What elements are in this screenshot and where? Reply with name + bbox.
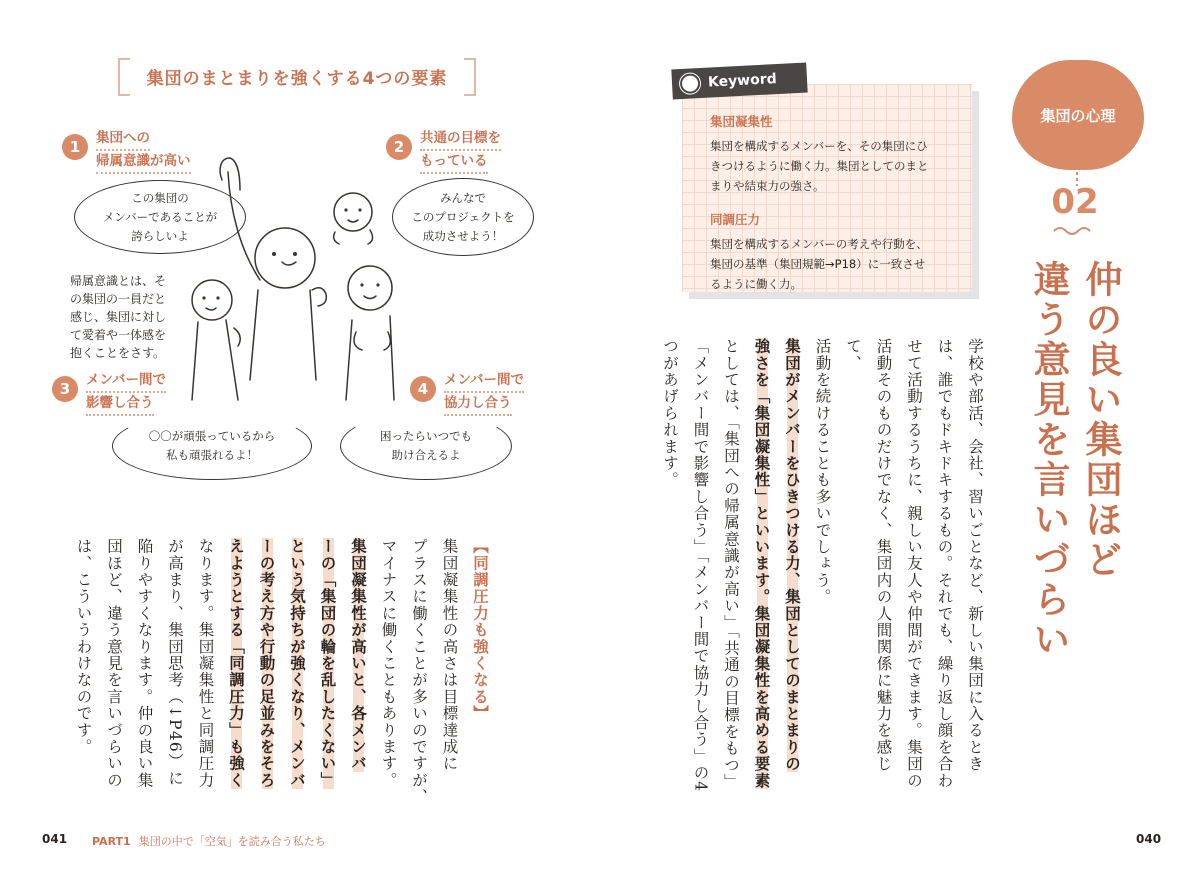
- right-line-10: つがあげられます。: [661, 338, 679, 489]
- figure-title: 集団のまとまりを強くする4つの要素: [118, 58, 476, 94]
- right-line-7: 強さを「集団凝集性」といいます。集団凝集性を高める要素: [752, 338, 771, 789]
- section-number: 02: [1051, 182, 1099, 222]
- belonging-note: [70, 272, 182, 362]
- keyword-2-line3: るように働く力。: [710, 277, 802, 291]
- bubble-3-line1: 〇〇が頑張っているから: [148, 429, 276, 443]
- element-4-label-line1: メンバー間で: [444, 370, 524, 393]
- keyword-term-2: 同調圧力: [710, 212, 761, 227]
- keyword-1-line2: きつけるように働く力。集団としてのまと: [710, 159, 929, 173]
- left-subheading: 【同調圧力も強くなる】: [471, 538, 489, 722]
- note-line3: 感じ、集団に対し: [70, 310, 167, 324]
- left-line-6: という気持ちが強くなり、メンバ: [288, 538, 306, 789]
- element-2-label-line2: もっている: [420, 151, 488, 174]
- element-2-label-line1: 共通の目標を: [420, 128, 501, 151]
- left-line-12: 団ほど、違う意見を言いづらいの: [105, 538, 123, 789]
- bubble-2-line1: みんなで: [440, 190, 486, 205]
- element-2-number: 2: [386, 134, 412, 160]
- wave-ornament: [1052, 226, 1098, 236]
- left-line-10: が高まり、集団思考（↓P46）に: [166, 538, 184, 787]
- right-line-5: 活動を続けることも多いでしょう。: [813, 338, 832, 606]
- element-2-speech-bubble: [392, 178, 534, 256]
- element-3-number: 3: [52, 376, 78, 402]
- bubble-1-line3: 誇らしいよ: [131, 228, 189, 243]
- element-3-label-line2: 影響し合う: [86, 393, 154, 416]
- keyword-1-line3: まりや結束力の強さ。: [710, 179, 825, 193]
- left-line-9: なります。集団凝集性と同調圧力: [196, 538, 215, 789]
- right-line-2: は、誰でもドキドキするもの。それでも、繰り返し顔を合わ: [935, 338, 954, 789]
- left-line-8: えようとする「同調圧力」も強く: [227, 538, 245, 789]
- bubble-3-line2: 私も頑張れるよ！: [166, 448, 258, 462]
- title-line1: 仲の良い集団ほど: [1079, 260, 1122, 580]
- left-body-text: [35, 538, 495, 828]
- page-title: [1022, 260, 1126, 700]
- element-1-number: 1: [62, 134, 88, 160]
- bubble-4-line1: 困ったらいつでも: [380, 429, 472, 443]
- left-line-11: 陥りやすくなります。仲の良い集: [135, 538, 154, 789]
- right-line-4: 活動そのものだけでなく、集団内の人間関係に魅力を感じて、: [844, 338, 893, 773]
- element-3-speech-bubble: [112, 412, 312, 480]
- note-line4: て愛着や一体感を: [70, 328, 167, 342]
- element-3-label: [86, 370, 166, 416]
- category-badge: 集団の心理: [1012, 60, 1144, 170]
- left-line-4: 集団凝集性が高いと、各メンバ: [349, 538, 367, 772]
- bubble-4-line2: 助け合えるよ: [391, 448, 461, 462]
- title-line2: 違う意見を言いづらい: [1027, 260, 1070, 660]
- right-line-1: 学校や部活、会社、習いごとなど、新しい集団に入るとき: [966, 338, 984, 773]
- running-title: 集団の中で「空気」を読み合う私たち: [138, 835, 326, 848]
- note-line5: 抱くことをさす。: [70, 346, 166, 360]
- element-2-label: [420, 128, 501, 174]
- element-1-label: [96, 128, 191, 174]
- keyword-1-line1: 集団を構成するメンバーを、その集団にひ: [710, 139, 928, 153]
- element-3-label-line1: メンバー間で: [86, 370, 166, 393]
- right-body-text: [660, 338, 990, 798]
- element-1-label-line1: 集団への: [96, 128, 150, 151]
- keyword-2-line1: 集団を構成するメンバーの考えや行動を、: [710, 237, 928, 251]
- page-number-right: 040: [1136, 832, 1162, 846]
- right-line-3: せて活動するうちに、親しい友人や仲間ができます。集団の: [905, 338, 923, 789]
- left-line-7: ーの考え方や行動の足並みをそろ: [257, 538, 276, 789]
- bubble-1-line1: この集団の: [131, 190, 189, 205]
- keyword-desc-1: [710, 136, 960, 196]
- element-4-speech-bubble: [340, 412, 512, 480]
- left-line-1: 集団凝集性の高さは目標達成に: [440, 538, 459, 772]
- keyword-tab-label: Keyword: [707, 71, 778, 91]
- key-icon: [680, 73, 701, 94]
- bubble-2-line2: このプロジェクトを: [411, 209, 515, 224]
- left-line-3: マイナスに働くこともあります。: [379, 538, 398, 789]
- right-line-9: 「メンバー間で影響し合う」「メンバー間で協力し合う」の4: [691, 338, 710, 793]
- keyword-card: [682, 84, 972, 292]
- keyword-desc-2: [710, 234, 960, 294]
- page-number-left: 041: [42, 832, 68, 846]
- left-line-2: プラスに働くことが多いのですが、: [410, 538, 428, 806]
- left-line-13: は、こういうわけなのです。: [74, 538, 93, 756]
- bubble-1-line2: メンバーであることが: [102, 209, 218, 224]
- running-part: PART1: [92, 835, 131, 848]
- element-1-label-line2: 帰属意識が高い: [96, 151, 191, 174]
- right-line-8: としては、「集団への帰属意識が高い」「共通の目標をもつ」: [722, 338, 740, 791]
- element-4-label-line2: 協力し合う: [444, 393, 512, 416]
- bubble-2-line3: 成功させよう！: [422, 228, 504, 243]
- right-line-6: 集団がメンバーをひきつける力、集団としてのまとまりの: [783, 338, 801, 773]
- running-head: [92, 833, 326, 849]
- left-line-5: ーの「集団の輪を乱したくない」: [318, 538, 337, 789]
- keyword-2-line2: 集団の基準（集団規範→P18）に一致させ: [710, 257, 926, 271]
- note-line2: の集団の一員だと: [70, 292, 167, 306]
- element-4-label: [444, 370, 524, 416]
- note-line1: 帰属意識とは、そ: [70, 274, 167, 288]
- keyword-term-1: 集団凝集性: [710, 114, 773, 129]
- element-4-number: 4: [410, 376, 436, 402]
- element-1-speech-bubble: [74, 180, 246, 254]
